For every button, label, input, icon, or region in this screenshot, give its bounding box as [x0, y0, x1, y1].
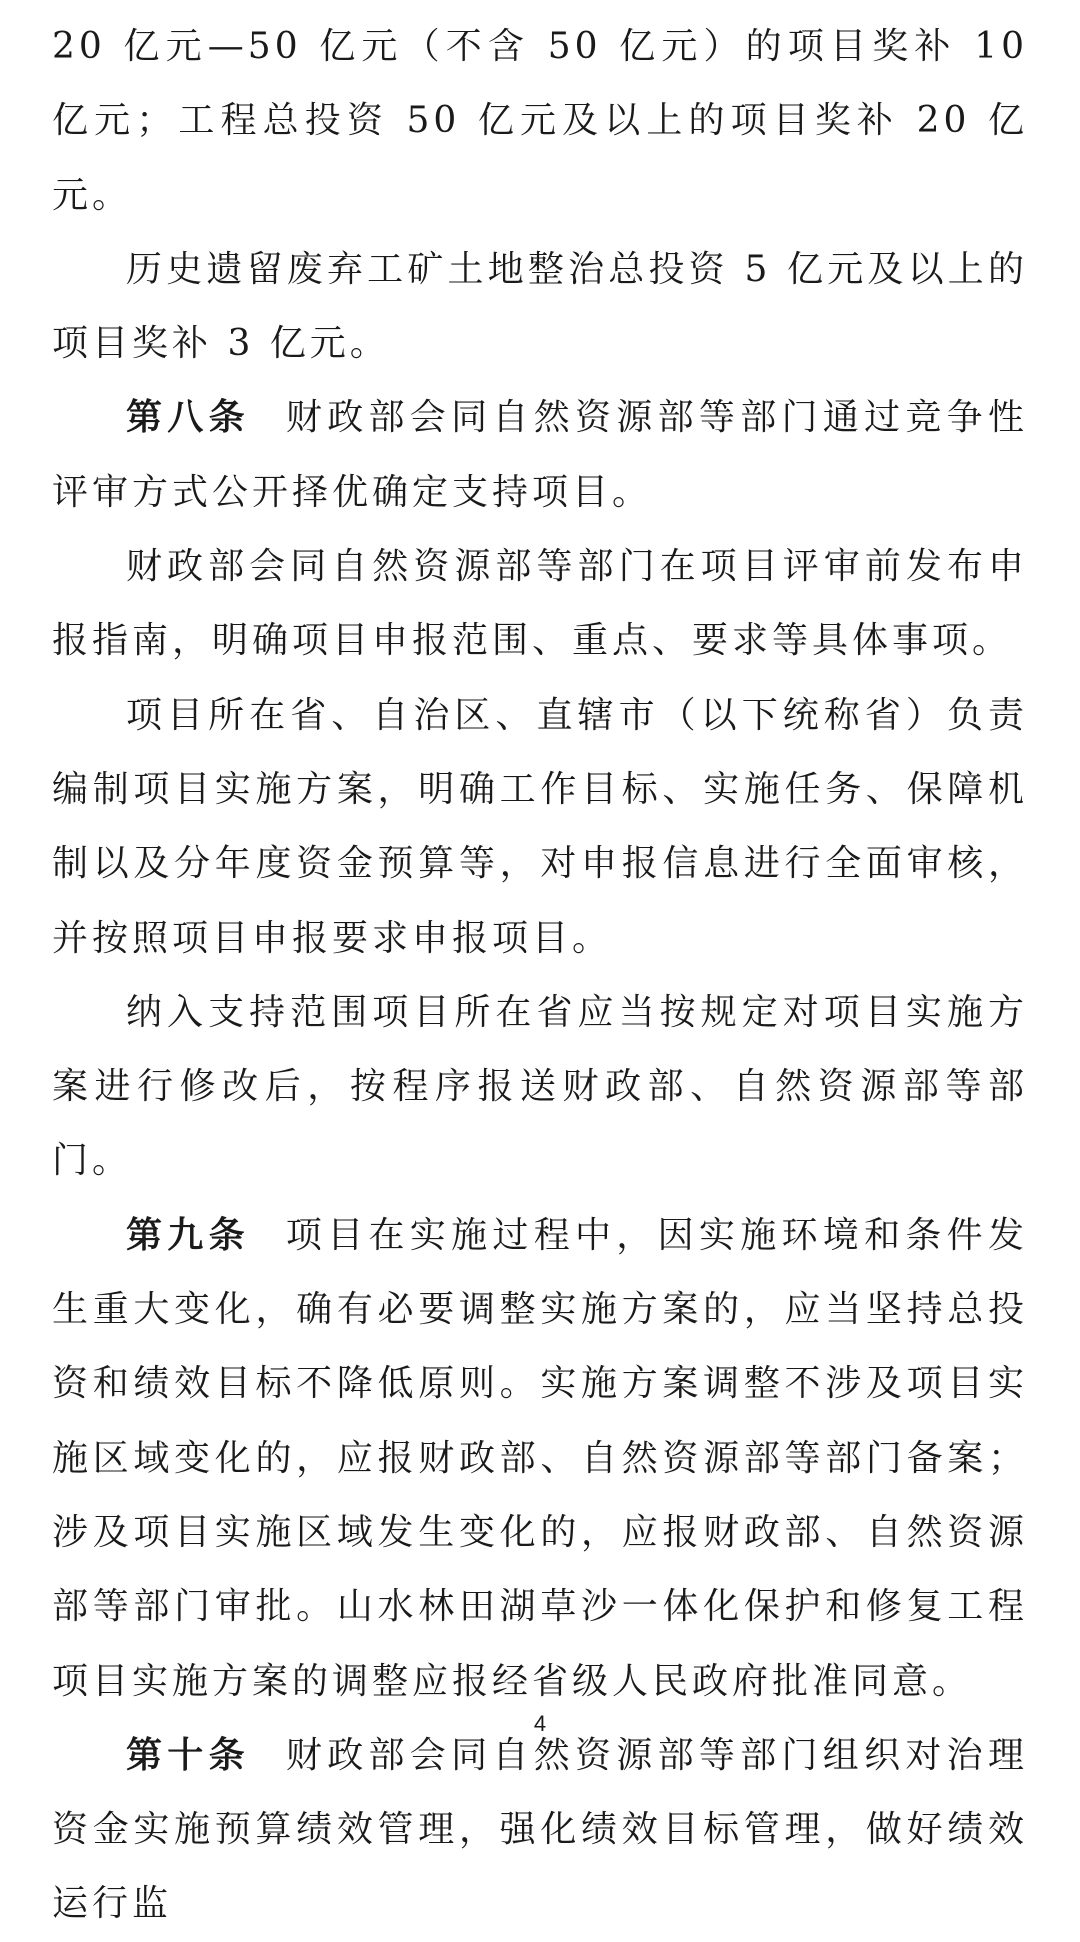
paragraph-text: 项目所在省、自治区、直辖市（以下统称省）负责编制项目实施方案，明确工作目标、实施任务、保障机制以及分年度资金预算等，对申报信息进行全面审核，并按照项目申报要求申报项目。	[52, 694, 1028, 959]
paragraph-text: 历史遗留废弃工矿土地整治总投资 5 亿元及以上的项目奖补 3 亿元。	[52, 248, 1028, 365]
article-heading: 第十条	[126, 1734, 250, 1776]
page-number: 4	[533, 1711, 547, 1736]
paragraph	[52, 976, 1028, 1199]
paragraph-text: 纳入支持范围项目所在省应当按规定对项目实施方案进行修改后，按程序报送财政部、自然资源部等部门。	[52, 991, 1028, 1182]
paragraph	[52, 530, 1028, 679]
paragraph-text: 财政部会同自然资源部等部门在项目评审前发布申报指南，明确项目申报范围、重点、要求等具体事项。	[52, 546, 1028, 662]
article-9-paragraph	[52, 1199, 1028, 1719]
paragraph	[52, 679, 1028, 976]
paragraph	[52, 233, 1028, 382]
paragraph-text: 财政部会同自然资源部等部门组织对治理资金实施预算绩效管理，强化绩效目标管理，做好绩效运行监	[52, 1734, 1028, 1925]
paragraph-text: 项目在实施过程中，因实施环境和条件发生重大变化，确有必要调整实施方案的，应当坚持总投资和绩效目标不降低原则。实施方案调整不涉及项目实施区域变化的，应报财政部、自然资源部等部门备案；涉及项目实施区域发生变化的，应报财政部、自然资源部等部门审批。山水林田湖草沙一体化保护和修复工程项目实施方案的调整应报经省级人民政府批准同意。	[52, 1214, 1028, 1702]
article-heading: 第九条	[126, 1214, 250, 1256]
article-8-paragraph	[52, 381, 1028, 530]
paragraph-text: 20 亿元—50 亿元（不含 50 亿元）的项目奖补 10 亿元；工程总投资 50 亿元及以上的项目奖补 20 亿元。	[52, 26, 1028, 216]
paragraph-text: 财政部会同自然资源部等部门通过竞争性评审方式公开择优确定支持项目。	[52, 397, 1028, 513]
paragraph	[52, 10, 1028, 233]
article-heading: 第八条	[126, 397, 250, 439]
document-body	[52, 10, 1028, 1942]
article-10-paragraph	[52, 1719, 1028, 1942]
